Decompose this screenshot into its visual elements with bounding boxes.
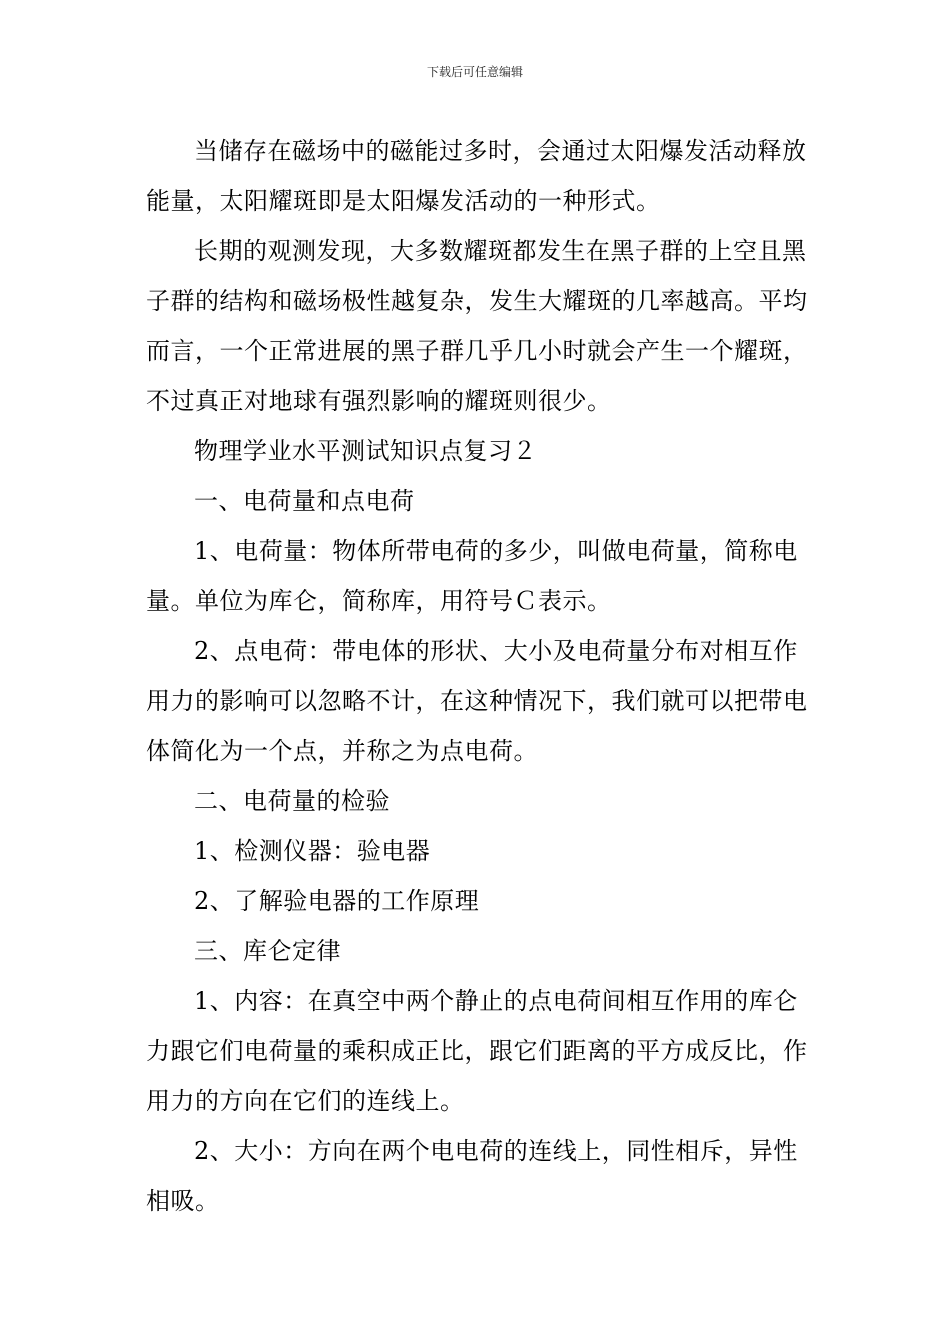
paragraph-electroscope-principle: 2、了解验电器的工作原理 <box>194 887 480 915</box>
paragraph-solar-energy-release: 当储存在磁场中的磁能过多时，会通过太阳爆发活动释放能量，太阳耀斑即是太阳爆发活动的一种形式。 <box>146 137 807 215</box>
paragraph-detection-instrument: 1、检测仪器：验电器 <box>194 837 431 865</box>
paragraph-coulomb-magnitude: 2、大小：方向在两个电电荷的连线上，同性相斥，异性相吸。 <box>146 1137 798 1215</box>
heading-charge-detection: 二、电荷量的检验 <box>194 787 390 815</box>
document-body <box>146 126 810 1226</box>
paragraph-flare-observation: 长期的观测发现，大多数耀斑都发生在黑子群的上空且黑子群的结构和磁场极性越复杂，发生大耀斑的几率越高。平均而言，一个正常进展的黑子群几乎几小时就会产生一个耀斑，不过真正对地球有强烈影响的耀斑则很少。 <box>146 237 808 415</box>
heading-coulomb-law: 三、库仑定律 <box>194 937 341 965</box>
paragraph-charge-quantity: 1、电荷量：物体所带电荷的多少，叫做电荷量，简称电量。单位为库仑，简称库，用符号Ｃ表示。 <box>146 537 798 615</box>
heading-charge-and-point-charge: 一、电荷量和点电荷 <box>194 487 415 515</box>
paragraph-coulomb-content: 1、内容：在真空中两个静止的点电荷间相互作用的库仑力跟它们电荷量的乘积成正比，跟它们距离的平方成反比，作用力的方向在它们的连线上。 <box>146 987 808 1115</box>
paragraph-point-charge: 2、点电荷：带电体的形状、大小及电荷量分布对相互作用力的影响可以忽略不计，在这种情况下，我们就可以把带电体简化为一个点，并称之为点电荷。 <box>146 637 808 765</box>
section-title-review-2: 物理学业水平测试知识点复习２ <box>194 437 537 465</box>
page-header-note: 下载后可任意编辑 <box>426 65 523 79</box>
